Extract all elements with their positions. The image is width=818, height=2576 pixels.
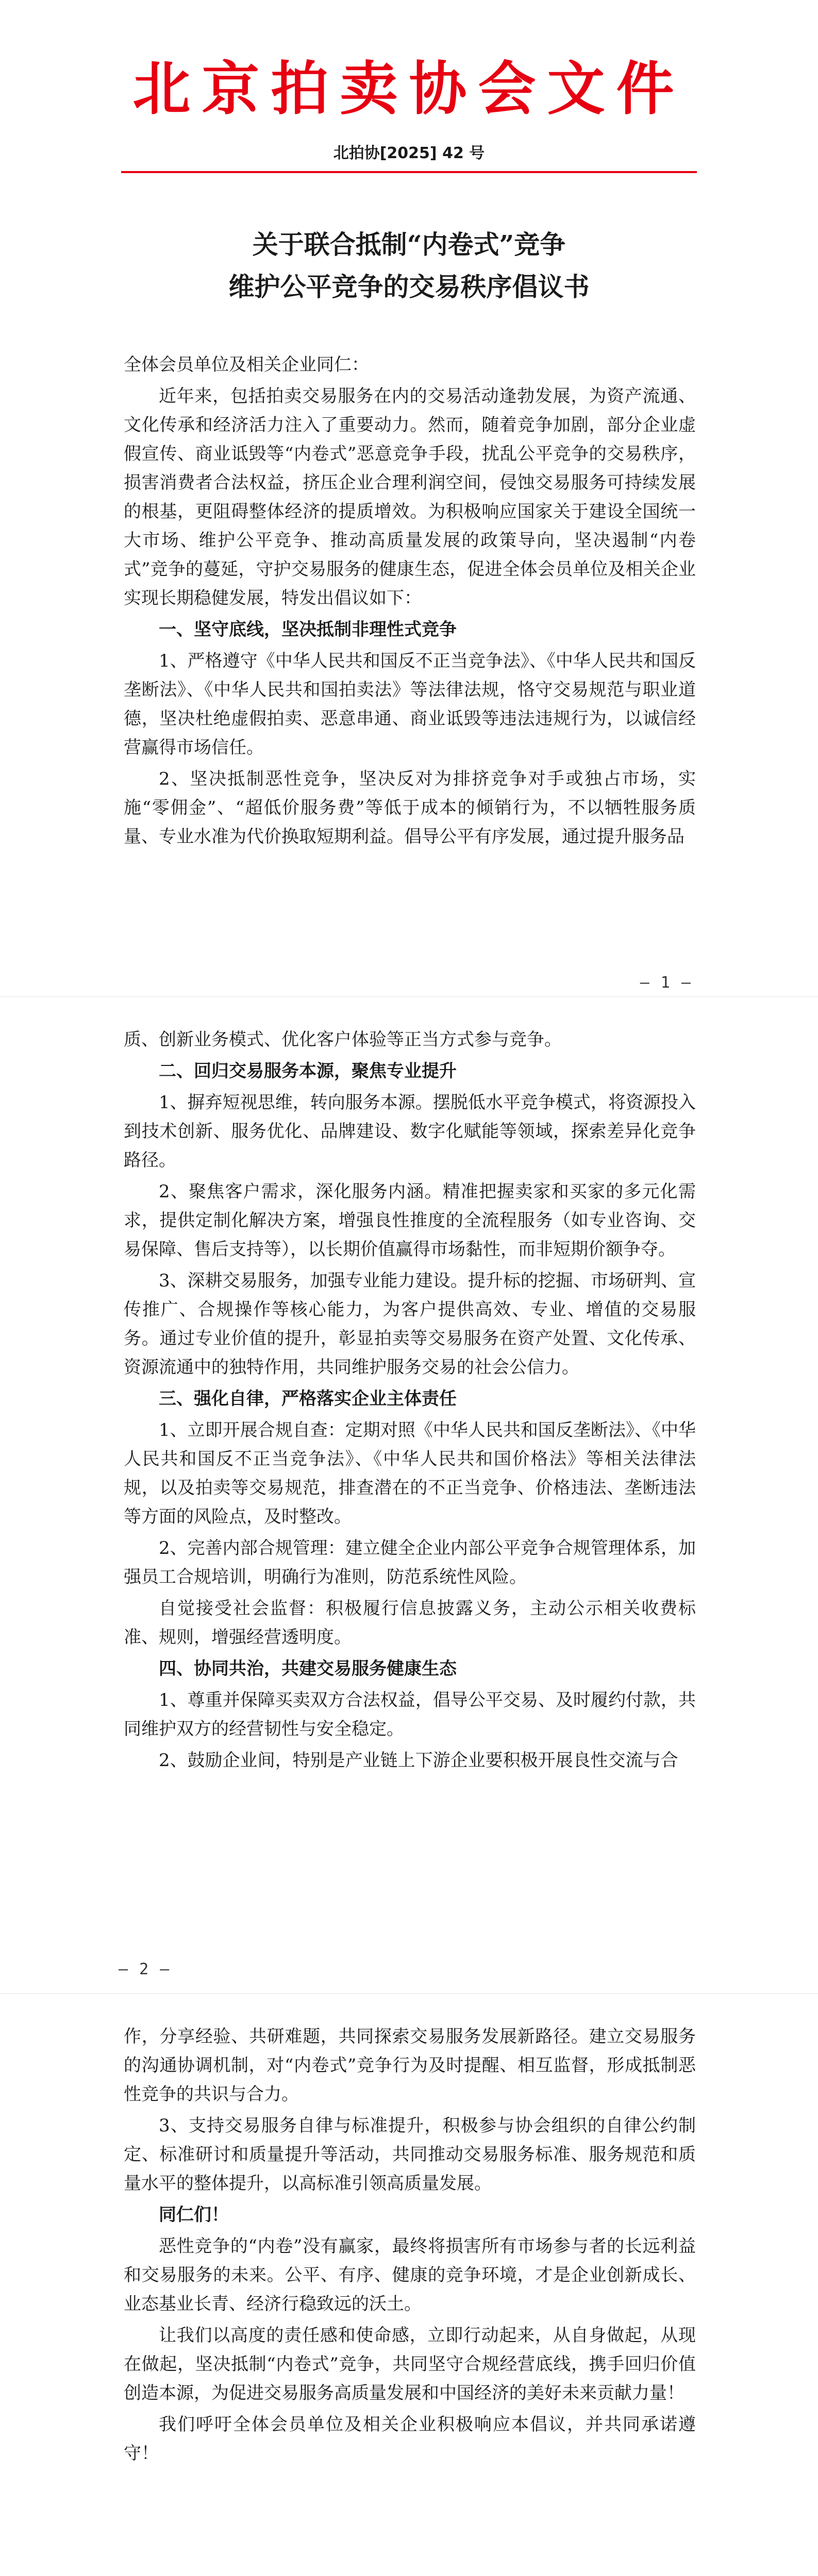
page-1-body — [124, 350, 696, 854]
page-number: — 1 — — [640, 974, 692, 992]
body-paragraph: 2、聚焦客户需求，深化服务内涵。精准把握卖家和买家的多元化需求，提供定制化解决方案，增强良性推度的全流程服务（如专业咨询、交易保障、售后支持等），以长期价值赢得市场黏性，而非短期价额争夺。 — [124, 1181, 696, 1260]
body-paragraph: 质、创新业务模式、优化客户体验等正当方式参与竞争。 — [124, 1029, 562, 1050]
section-heading: 同仁们！ — [159, 2205, 229, 2225]
document-title-line-2: 维护公平竞争的交易秩序倡议书 — [228, 272, 590, 302]
body-paragraph: 1、立即开展合规自查：定期对照《中华人民共和国反垄断法》、《中华人民共和国反不正当竞争法》、《中华人民共和国价格法》等相关法律法规，以及拍卖等交易规范，排查潜在的不正当竞争、价格违法、垄断违法等方面的风险点，及时整改。 — [124, 1420, 696, 1527]
page-2 — [0, 997, 818, 1993]
body-paragraph: 作，分享经验、共研难题，共同探索交易服务发展新路径。建立交易服务的沟通协调机制，对“内卷式”竞争行为及时提醒、相互监督，形成抵制恶性竞争的共识与合力。 — [124, 2026, 696, 2105]
body-paragraph: 恶性竞争的“内卷”没有赢家，最终将损害所有市场参与者的长远利益和交易服务的未来。公平、有序、健康的竞争环境，才是企业创新成长、业态基业长青、经济行稳致远的沃土。 — [124, 2236, 696, 2314]
body-paragraph: 1、摒弃短视思维，转向服务本源。摆脱低水平竞争模式，将资源投入到技术创新、服务优化、品牌建设、数字化赋能等领域，探索差异化竞争路径。 — [124, 1092, 696, 1171]
body-paragraph: 3、支持交易服务自律与标准提升，积极参与协会组织的自律公约制定、标准研讨和质量提升等活动，共同推动交易服务标准、服务规范和质量水平的整体提升，以高标准引领高质量发展。 — [124, 2115, 696, 2194]
body-paragraph: 2、完善内部合规管理：建立健全企业内部公平竞争合规管理体系，加强员工合规培训，明确行为准则，防范系统性风险。 — [124, 1538, 696, 1587]
page-1 — [0, 0, 818, 996]
body-paragraph: 近年来，包括拍卖交易服务在内的交易活动逢勃发展，为资产流通、文化传承和经济活力注入了重要动力。然而，随着竞争加剧，部分企业虚假宣传、商业诋毁等“内卷式”恶意竞争手段，扰乱公平竞争的交易秩序，损害消费者合法权益，挤压企业合理利润空间，侵蚀交易服务可持续发展的根基，更阻碍整体经济的提质增效。为积极响应国家关于建设全国统一大市场、维护公平竞争、推动高质量发展的政策导向，坚决遏制“内卷式”竞争的蔓延，守护交易服务的健康生态，促进全体会员单位及相关企业实现长期稳健发展，特发出倡议如下： — [124, 386, 696, 608]
section-heading: 四、协同共治，共建交易服务健康生态 — [159, 1658, 457, 1679]
body-paragraph: 1、严格遵守《中华人民共和国反不正当竞争法》、《中华人民共和国反垄断法》、《中华人民共和国拍卖法》等法律法规，恪守交易规范与职业道德，坚决杜绝虚假拍卖、恶意串通、商业诋毁等违法违规行为，以诚信经营赢得市场信任。 — [124, 651, 696, 758]
document-title-line-1: 关于联合抵制“内卷式”竞争 — [252, 229, 566, 260]
page-3-body — [124, 2022, 696, 2470]
body-paragraph: 自觉接受社会监督：积极履行信息披露义务，主动公示相关收费标准、规则，增强经营透明度。 — [124, 1598, 696, 1648]
body-paragraph: 2、鼓励企业间，特别是产业链上下游企业要积极开展良性交流与合 — [159, 1750, 678, 1771]
page-3 — [0, 1994, 818, 2576]
section-heading: 三、强化自律，严格落实企业主体责任 — [159, 1388, 457, 1409]
body-paragraph: 1、尊重并保障买卖双方合法权益，倡导公平交易、及时履约付款，共同维护双方的经营韧性与安全稳定。 — [124, 1690, 696, 1739]
body-paragraph: 全体会员单位及相关企业同仁： — [124, 354, 369, 375]
section-heading: 一、坚守底线，坚决抵制非理性式竞争 — [159, 619, 457, 640]
body-paragraph: 我们呼吁全体会员单位及相关企业积极响应本倡议，并共同承诺遵守！ — [124, 2414, 696, 2464]
document-number: 北拍协[2025] 42 号 — [333, 144, 485, 162]
org-header-title: 北京拍卖协会文件 — [132, 55, 686, 123]
body-paragraph: 2、坚决抵制恶性竞争，坚决反对为排挤竞争对手或独占市场，实施“零佣金”、“超低价服务费”等低于成本的倾销行为，不以牺牲服务质量、专业水准为代价换取短期利益。倡导公平有序发展，通过提升服务品 — [124, 769, 696, 847]
page-number: — 2 — — [119, 1960, 171, 1978]
page-2-body — [124, 1025, 696, 1777]
red-divider-line — [121, 171, 697, 173]
body-paragraph: 3、深耕交易服务，加强专业能力建设。提升标的挖掘、市场研判、宣传推广、合规操作等核心能力，为客户提供高效、专业、增值的交易服务。通过专业价值的提升，彰显拍卖等交易服务在资产处置、文化传承、资源流通中的独特作用，共同维护服务交易的社会公信力。 — [124, 1270, 696, 1378]
body-paragraph: 让我们以高度的责任感和使命感，立即行动起来，从自身做起，从现在做起，坚决抵制“内卷式”竞争，共同坚守合规经营底线，携手回归价值创造本源，为促进交易服务高质量发展和中国经济的美好未来贡献力量！ — [124, 2325, 696, 2403]
section-heading: 二、回归交易服务本源，聚焦专业提升 — [159, 1061, 457, 1081]
